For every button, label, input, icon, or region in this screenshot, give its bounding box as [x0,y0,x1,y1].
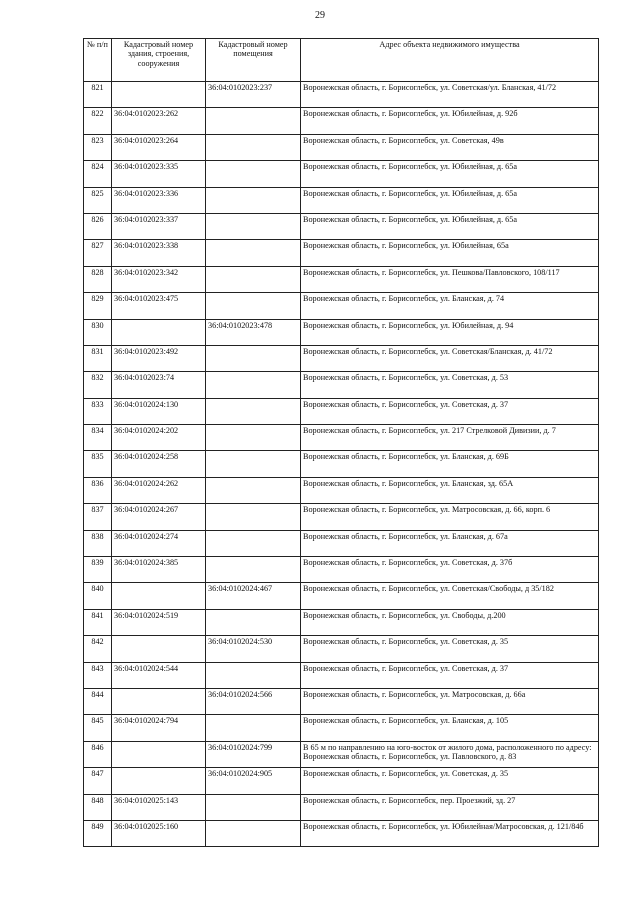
building-cadastral-cell: 36:04:0102025:160 [112,820,206,846]
room-cadastral-cell [206,213,301,239]
table-row [84,187,599,213]
address-cell: Воронежская область, г. Борисоглебск, ул. Матросовская, д. 66а [301,688,599,714]
address-cell: Воронежская область, г. Борисоглебск, ул. Советская, д. 35 [301,636,599,662]
row-number-cell: 836 [84,477,112,503]
room-cadastral-cell [206,372,301,398]
building-cadastral-cell: 36:04:0102024:544 [112,662,206,688]
table-row [84,662,599,688]
header-number: № п/п [84,39,112,82]
row-number-cell: 838 [84,530,112,556]
row-number-cell: 832 [84,372,112,398]
room-cadastral-cell [206,161,301,187]
address-cell: Воронежская область, г. Борисоглебск, ул. Матросовская, д. 66, корп. 6 [301,504,599,530]
room-cadastral-cell [206,108,301,134]
row-number-cell: 827 [84,240,112,266]
address-cell: Воронежская область, г. Борисоглебск, ул. Советская, д. 53 [301,372,599,398]
address-cell: Воронежская область, г. Борисоглебск, ул. Юбилейная, д. 92б [301,108,599,134]
row-number-cell: 840 [84,583,112,609]
row-number-cell: 834 [84,425,112,451]
address-cell: Воронежская область, г. Борисоглебск, ул. Пешкова/Павловского, 108/117 [301,266,599,292]
room-cadastral-cell [206,820,301,846]
property-registry-table [83,38,599,847]
room-cadastral-cell [206,240,301,266]
building-cadastral-cell [112,741,206,767]
table-row [84,134,599,160]
table-row [84,398,599,424]
building-cadastral-cell: 36:04:0102023:492 [112,345,206,371]
building-cadastral-cell: 36:04:0102024:385 [112,557,206,583]
room-cadastral-cell [206,266,301,292]
room-cadastral-cell [206,345,301,371]
address-cell: Воронежская область, г. Борисоглебск, ул. Бланская, д. 74 [301,293,599,319]
building-cadastral-cell: 36:04:0102024:519 [112,609,206,635]
table-row [84,557,599,583]
room-cadastral-cell [206,451,301,477]
row-number-cell: 823 [84,134,112,160]
header-address: Адрес объекта недвижимого имущества [301,39,599,82]
building-cadastral-cell: 36:04:0102023:264 [112,134,206,160]
address-cell: Воронежская область, г. Борисоглебск, ул. 217 Стрелковой Дивизии, д. 7 [301,425,599,451]
address-cell: Воронежская область, г. Борисоглебск, ул. Советская, д. 37 [301,398,599,424]
address-cell: Воронежская область, г. Борисоглебск, ул. Свободы, д.200 [301,609,599,635]
page-number: 29 [315,10,325,21]
table-row [84,820,599,846]
room-cadastral-cell [206,794,301,820]
row-number-cell: 843 [84,662,112,688]
table-header-row [84,39,599,82]
table-row [84,688,599,714]
row-number-cell: 833 [84,398,112,424]
address-cell: Воронежская область, г. Борисоглебск, ул. Бланская, д. 67а [301,530,599,556]
table-row [84,372,599,398]
address-cell: Воронежская область, г. Борисоглебск, ул. Советская/Свободы, д 35/182 [301,583,599,609]
row-number-cell: 844 [84,688,112,714]
table-body [84,82,599,847]
address-cell: Воронежская область, г. Борисоглебск, ул. Советская, 49в [301,134,599,160]
room-cadastral-cell: 36:04:0102024:799 [206,741,301,767]
table-row [84,715,599,741]
room-cadastral-cell [206,477,301,503]
row-number-cell: 831 [84,345,112,371]
address-cell: Воронежская область, г. Борисоглебск, ул. Советская/ул. Бланская, 41/72 [301,82,599,108]
row-number-cell: 825 [84,187,112,213]
row-number-cell: 835 [84,451,112,477]
row-number-cell: 848 [84,794,112,820]
room-cadastral-cell [206,398,301,424]
row-number-cell: 826 [84,213,112,239]
room-cadastral-cell [206,557,301,583]
table-row [84,609,599,635]
table-row [84,319,599,345]
building-cadastral-cell: 36:04:0102024:267 [112,504,206,530]
table-row [84,213,599,239]
address-cell: Воронежская область, г. Борисоглебск, ул. Юбилейная, д. 65а [301,213,599,239]
header-room-cadastral: Кадастровый номер помещения [206,39,301,82]
table-row [84,636,599,662]
table-row [84,82,599,108]
address-cell: Воронежская область, г. Борисоглебск, ул. Советская, д. 37б [301,557,599,583]
row-number-cell: 824 [84,161,112,187]
row-number-cell: 849 [84,820,112,846]
room-cadastral-cell: 36:04:0102024:566 [206,688,301,714]
building-cadastral-cell: 36:04:0102024:794 [112,715,206,741]
table-row [84,741,599,767]
building-cadastral-cell [112,583,206,609]
building-cadastral-cell: 36:04:0102025:143 [112,794,206,820]
table-row [84,108,599,134]
row-number-cell: 829 [84,293,112,319]
room-cadastral-cell [206,293,301,319]
table-row [84,293,599,319]
room-cadastral-cell [206,187,301,213]
row-number-cell: 846 [84,741,112,767]
table-row [84,504,599,530]
room-cadastral-cell [206,715,301,741]
table-row [84,583,599,609]
building-cadastral-cell: 36:04:0102023:337 [112,213,206,239]
row-number-cell: 842 [84,636,112,662]
address-cell: Воронежская область, г. Борисоглебск, ул. Юбилейная/Матросовская, д. 121/84б [301,820,599,846]
room-cadastral-cell [206,609,301,635]
address-cell: Воронежская область, г. Борисоглебск, ул. Бланская, д. 69Б [301,451,599,477]
address-cell: Воронежская область, г. Борисоглебск, пер. Проезжий, зд. 27 [301,794,599,820]
room-cadastral-cell: 36:04:0102024:530 [206,636,301,662]
building-cadastral-cell [112,319,206,345]
row-number-cell: 837 [84,504,112,530]
building-cadastral-cell [112,688,206,714]
table-row [84,266,599,292]
table-row [84,768,599,794]
building-cadastral-cell: 36:04:0102024:274 [112,530,206,556]
building-cadastral-cell: 36:04:0102023:335 [112,161,206,187]
row-number-cell: 839 [84,557,112,583]
row-number-cell: 822 [84,108,112,134]
room-cadastral-cell [206,134,301,160]
building-cadastral-cell: 36:04:0102024:258 [112,451,206,477]
room-cadastral-cell [206,425,301,451]
table-row [84,530,599,556]
room-cadastral-cell: 36:04:0102023:478 [206,319,301,345]
building-cadastral-cell: 36:04:0102024:130 [112,398,206,424]
row-number-cell: 821 [84,82,112,108]
address-cell: Воронежская область, г. Борисоглебск, ул. Советская/Бланская, д. 41/72 [301,345,599,371]
table-row [84,794,599,820]
building-cadastral-cell [112,768,206,794]
address-cell: Воронежская область, г. Борисоглебск, ул. Юбилейная, д. 65а [301,187,599,213]
row-number-cell: 828 [84,266,112,292]
room-cadastral-cell [206,504,301,530]
building-cadastral-cell: 36:04:0102023:262 [112,108,206,134]
building-cadastral-cell: 36:04:0102024:262 [112,477,206,503]
row-number-cell: 830 [84,319,112,345]
building-cadastral-cell: 36:04:0102023:338 [112,240,206,266]
building-cadastral-cell [112,636,206,662]
room-cadastral-cell: 36:04:0102023:237 [206,82,301,108]
address-cell: Воронежская область, г. Борисоглебск, ул. Юбилейная, 65а [301,240,599,266]
building-cadastral-cell: 36:04:0102023:74 [112,372,206,398]
room-cadastral-cell: 36:04:0102024:905 [206,768,301,794]
header-building-cadastral: Кадастровый номер здания, строения, сооружения [112,39,206,82]
address-cell: Воронежская область, г. Борисоглебск, ул. Юбилейная, д. 94 [301,319,599,345]
building-cadastral-cell: 36:04:0102023:336 [112,187,206,213]
table-row [84,240,599,266]
address-cell: Воронежская область, г. Борисоглебск, ул. Бланская, д. 105 [301,715,599,741]
room-cadastral-cell: 36:04:0102024:467 [206,583,301,609]
row-number-cell: 847 [84,768,112,794]
address-cell: Воронежская область, г. Борисоглебск, ул. Юбилейная, д. 65а [301,161,599,187]
room-cadastral-cell [206,530,301,556]
building-cadastral-cell: 36:04:0102023:475 [112,293,206,319]
address-cell: Воронежская область, г. Борисоглебск, ул. Советская, д. 35 [301,768,599,794]
table-row [84,161,599,187]
address-cell: В 65 м по направлению на юго-восток от жилого дома, расположенного по адресу: Воронежская область, г. Борисоглебск, ул. Павловского, д. 83 [301,741,599,767]
address-cell: Воронежская область, г. Борисоглебск, ул. Бланская, зд. 65А [301,477,599,503]
table-row [84,425,599,451]
table-row [84,345,599,371]
building-cadastral-cell: 36:04:0102024:202 [112,425,206,451]
table-row [84,451,599,477]
building-cadastral-cell: 36:04:0102023:342 [112,266,206,292]
row-number-cell: 845 [84,715,112,741]
building-cadastral-cell [112,82,206,108]
table-row [84,477,599,503]
row-number-cell: 841 [84,609,112,635]
address-cell: Воронежская область, г. Борисоглебск, ул. Советская, д. 37 [301,662,599,688]
room-cadastral-cell [206,662,301,688]
